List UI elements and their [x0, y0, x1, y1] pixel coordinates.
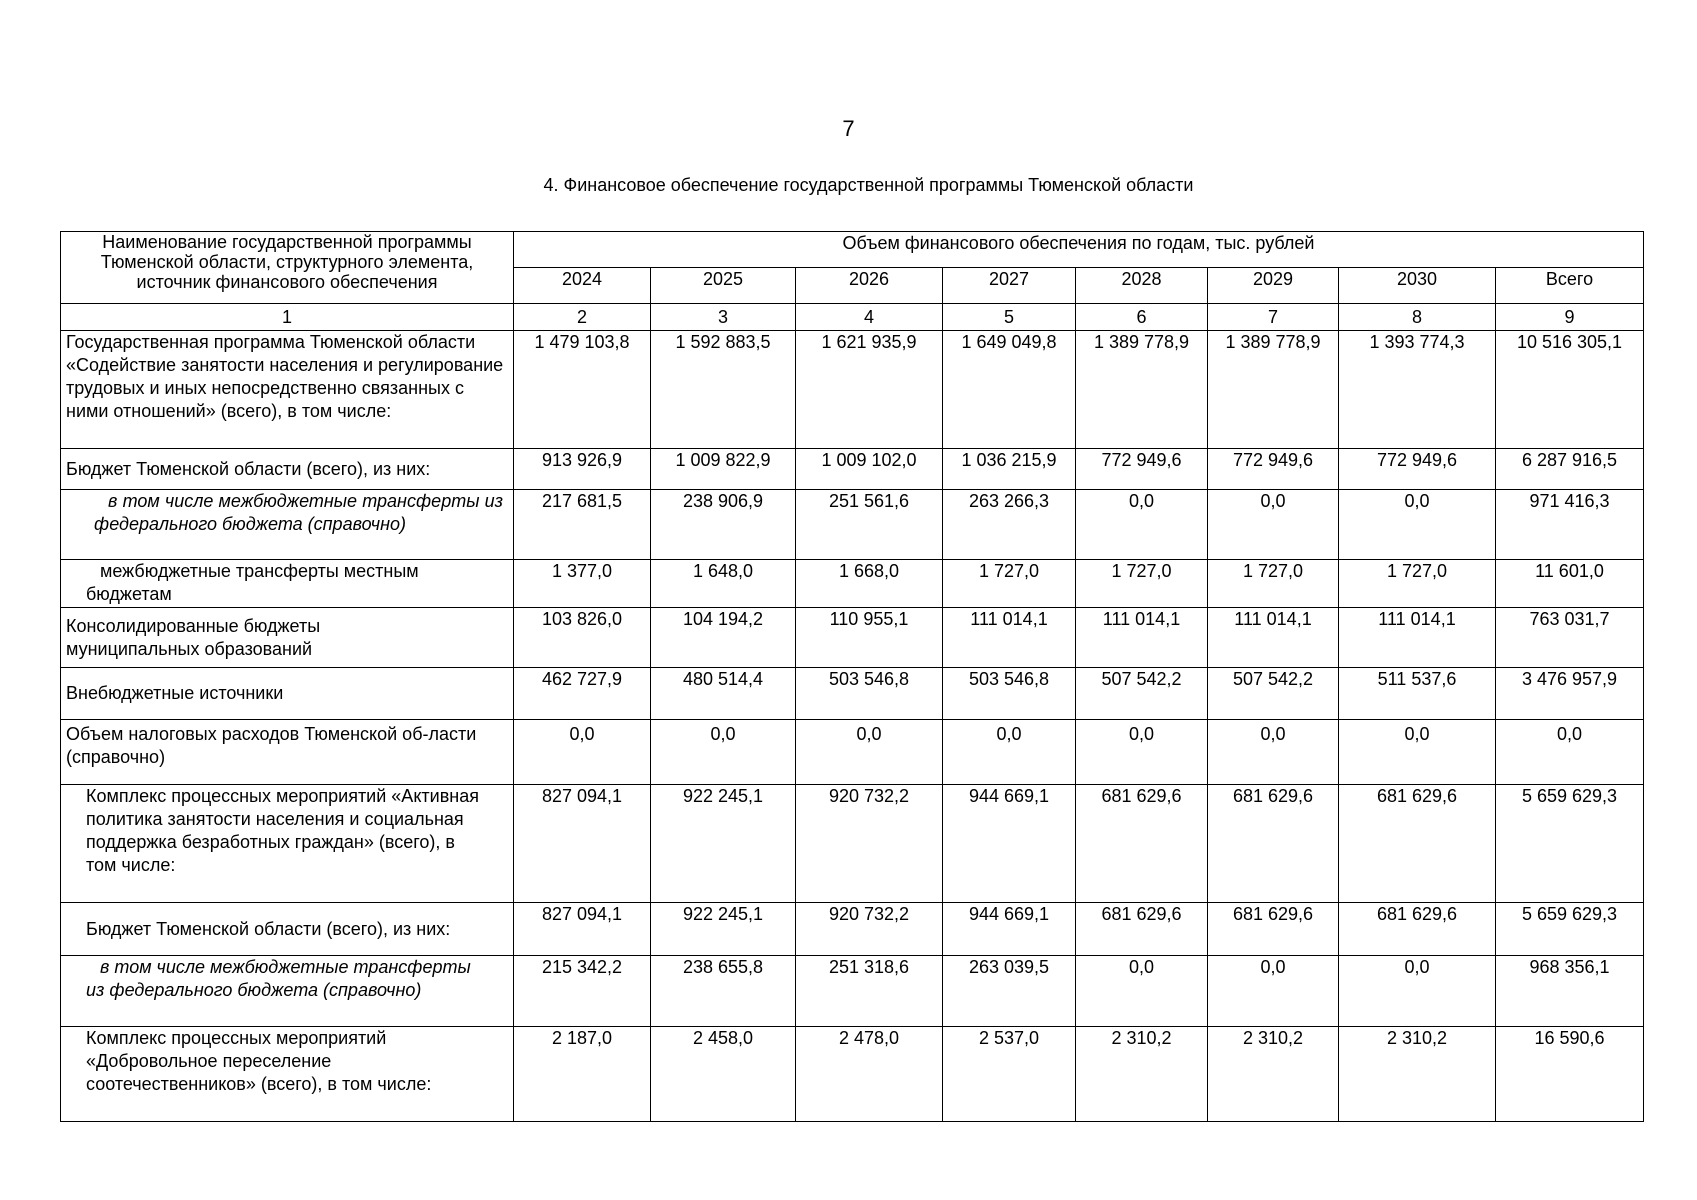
row-value: 920 732,2 — [796, 785, 943, 903]
row-total: 11 601,0 — [1496, 560, 1644, 608]
row-value: 0,0 — [1339, 490, 1496, 560]
row-total: 0,0 — [1496, 720, 1644, 785]
row-value: 1 727,0 — [1076, 560, 1208, 608]
row-name: Комплекс процессных мероприятий «Активная политика занятости населения и социальная поддержка безработных граждан» (всего), в том числе: — [61, 785, 514, 903]
row-value: 1 668,0 — [796, 560, 943, 608]
row-value: 772 949,6 — [1339, 449, 1496, 490]
row-total: 5 659 629,3 — [1496, 785, 1644, 903]
table-row — [61, 668, 1644, 720]
table-row — [61, 608, 1644, 668]
row-value: 110 955,1 — [796, 608, 943, 668]
column-index: 7 — [1208, 304, 1339, 331]
table-row — [61, 720, 1644, 785]
column-index: 5 — [943, 304, 1076, 331]
table-row — [61, 785, 1644, 903]
row-value: 462 727,9 — [514, 668, 651, 720]
row-value: 0,0 — [943, 720, 1076, 785]
row-value: 103 826,0 — [514, 608, 651, 668]
row-name: Бюджет Тюменской области (всего), из них: — [61, 903, 514, 956]
row-value: 681 629,6 — [1076, 903, 1208, 956]
row-value: 503 546,8 — [796, 668, 943, 720]
row-total: 5 659 629,3 — [1496, 903, 1644, 956]
row-value: 2 187,0 — [514, 1027, 651, 1122]
row-value: 2 310,2 — [1208, 1027, 1339, 1122]
row-value: 251 318,6 — [796, 956, 943, 1027]
financing-table — [60, 231, 1644, 1122]
table-row — [61, 331, 1644, 449]
row-value: 772 949,6 — [1076, 449, 1208, 490]
row-name: Внебюджетные источники — [61, 668, 514, 720]
row-value: 922 245,1 — [651, 903, 796, 956]
row-value: 0,0 — [651, 720, 796, 785]
row-value: 681 629,6 — [1339, 785, 1496, 903]
column-index-row — [61, 304, 1644, 331]
row-value: 1 389 778,9 — [1208, 331, 1339, 449]
row-value: 263 266,3 — [943, 490, 1076, 560]
header-year: 2028 — [1076, 268, 1208, 304]
row-value: 1 036 215,9 — [943, 449, 1076, 490]
column-index: 9 — [1496, 304, 1644, 331]
row-value: 0,0 — [1076, 720, 1208, 785]
row-value: 2 458,0 — [651, 1027, 796, 1122]
row-name: межбюджетные трансферты местным бюджетам — [61, 560, 514, 608]
row-value: 827 094,1 — [514, 903, 651, 956]
table-row — [61, 956, 1644, 1027]
row-value: 681 629,6 — [1208, 903, 1339, 956]
row-value: 0,0 — [514, 720, 651, 785]
row-value: 920 732,2 — [796, 903, 943, 956]
row-value: 238 906,9 — [651, 490, 796, 560]
row-value: 1 009 102,0 — [796, 449, 943, 490]
row-total: 968 356,1 — [1496, 956, 1644, 1027]
row-value: 1 621 935,9 — [796, 331, 943, 449]
row-total: 763 031,7 — [1496, 608, 1644, 668]
row-value: 507 542,2 — [1208, 668, 1339, 720]
table-row — [61, 449, 1644, 490]
section-title: 4. Финансовое обеспечение государственной программы Тюменской области — [543, 175, 1194, 195]
column-index: 1 — [61, 304, 514, 331]
row-total: 3 476 957,9 — [1496, 668, 1644, 720]
header-volume-column: Объем финансового обеспечения по годам, тыс. рублей — [514, 232, 1644, 268]
row-name: Комплекс процессных мероприятий «Добровольное переселение соотечественников» (всего), в том числе: — [61, 1027, 514, 1122]
header-name-column: Наименование государственной программы Тюменской области, структурного элемента, источник финансового обеспечения — [61, 232, 514, 304]
table-row — [61, 903, 1644, 956]
row-value: 0,0 — [1339, 720, 1496, 785]
row-value: 827 094,1 — [514, 785, 651, 903]
row-value: 111 014,1 — [943, 608, 1076, 668]
row-value: 944 669,1 — [943, 785, 1076, 903]
table-row — [61, 490, 1644, 560]
row-total: 971 416,3 — [1496, 490, 1644, 560]
row-name: Объем налоговых расходов Тюменской об-ласти (справочно) — [61, 720, 514, 785]
page-number: 7 — [842, 116, 855, 141]
row-total: 16 590,6 — [1496, 1027, 1644, 1122]
row-value: 0,0 — [1076, 956, 1208, 1027]
row-value: 0,0 — [1208, 956, 1339, 1027]
row-value: 0,0 — [1208, 720, 1339, 785]
row-value: 1 009 822,9 — [651, 449, 796, 490]
row-value: 111 014,1 — [1076, 608, 1208, 668]
row-value: 2 310,2 — [1076, 1027, 1208, 1122]
header-year: 2024 — [514, 268, 651, 304]
row-total: 10 516 305,1 — [1496, 331, 1644, 449]
column-index: 4 — [796, 304, 943, 331]
row-value: 1 649 049,8 — [943, 331, 1076, 449]
row-name: в том числе межбюджетные трансферты из федерального бюджета (справочно) — [61, 956, 514, 1027]
header-year: 2026 — [796, 268, 943, 304]
row-value: 111 014,1 — [1339, 608, 1496, 668]
row-name: Консолидированные бюджеты муниципальных образований — [61, 608, 514, 668]
row-value: 0,0 — [1208, 490, 1339, 560]
row-value: 511 537,6 — [1339, 668, 1496, 720]
row-value: 0,0 — [1339, 956, 1496, 1027]
row-value: 944 669,1 — [943, 903, 1076, 956]
row-value: 1 393 774,3 — [1339, 331, 1496, 449]
row-name: Государственная программа Тюменской области «Содействие занятости населения и регулирование трудовых и иных непосредственно связанных с ними отношений» (всего), в том числе: — [61, 331, 514, 449]
row-value: 215 342,2 — [514, 956, 651, 1027]
row-value: 2 310,2 — [1339, 1027, 1496, 1122]
row-value: 772 949,6 — [1208, 449, 1339, 490]
row-value: 913 926,9 — [514, 449, 651, 490]
row-value: 1 389 778,9 — [1076, 331, 1208, 449]
row-value: 1 592 883,5 — [651, 331, 796, 449]
column-index: 6 — [1076, 304, 1208, 331]
row-value: 217 681,5 — [514, 490, 651, 560]
row-value: 2 478,0 — [796, 1027, 943, 1122]
row-value: 1 727,0 — [1208, 560, 1339, 608]
row-value: 681 629,6 — [1339, 903, 1496, 956]
row-value: 263 039,5 — [943, 956, 1076, 1027]
row-value: 238 655,8 — [651, 956, 796, 1027]
header-year: 2027 — [943, 268, 1076, 304]
row-value: 2 537,0 — [943, 1027, 1076, 1122]
row-value: 1 479 103,8 — [514, 331, 651, 449]
row-value: 251 561,6 — [796, 490, 943, 560]
row-value: 1 727,0 — [1339, 560, 1496, 608]
row-name: в том числе межбюджетные трансферты из федерального бюджета (справочно) — [61, 490, 514, 560]
row-value: 1 648,0 — [651, 560, 796, 608]
row-value: 681 629,6 — [1208, 785, 1339, 903]
row-value: 0,0 — [796, 720, 943, 785]
row-value: 1 727,0 — [943, 560, 1076, 608]
row-value: 0,0 — [1076, 490, 1208, 560]
column-index: 3 — [651, 304, 796, 331]
row-name: Бюджет Тюменской области (всего), из них: — [61, 449, 514, 490]
row-value: 111 014,1 — [1208, 608, 1339, 668]
row-total: 6 287 916,5 — [1496, 449, 1644, 490]
row-value: 480 514,4 — [651, 668, 796, 720]
header-year: 2029 — [1208, 268, 1339, 304]
column-index: 2 — [514, 304, 651, 331]
column-index: 8 — [1339, 304, 1496, 331]
header-year: 2025 — [651, 268, 796, 304]
row-value: 681 629,6 — [1076, 785, 1208, 903]
row-value: 507 542,2 — [1076, 668, 1208, 720]
row-value: 1 377,0 — [514, 560, 651, 608]
row-value: 503 546,8 — [943, 668, 1076, 720]
table-row — [61, 1027, 1644, 1122]
header-year: 2030 — [1339, 268, 1496, 304]
row-value: 104 194,2 — [651, 608, 796, 668]
table-row — [61, 560, 1644, 608]
header-total: Всего — [1496, 268, 1644, 304]
row-value: 922 245,1 — [651, 785, 796, 903]
